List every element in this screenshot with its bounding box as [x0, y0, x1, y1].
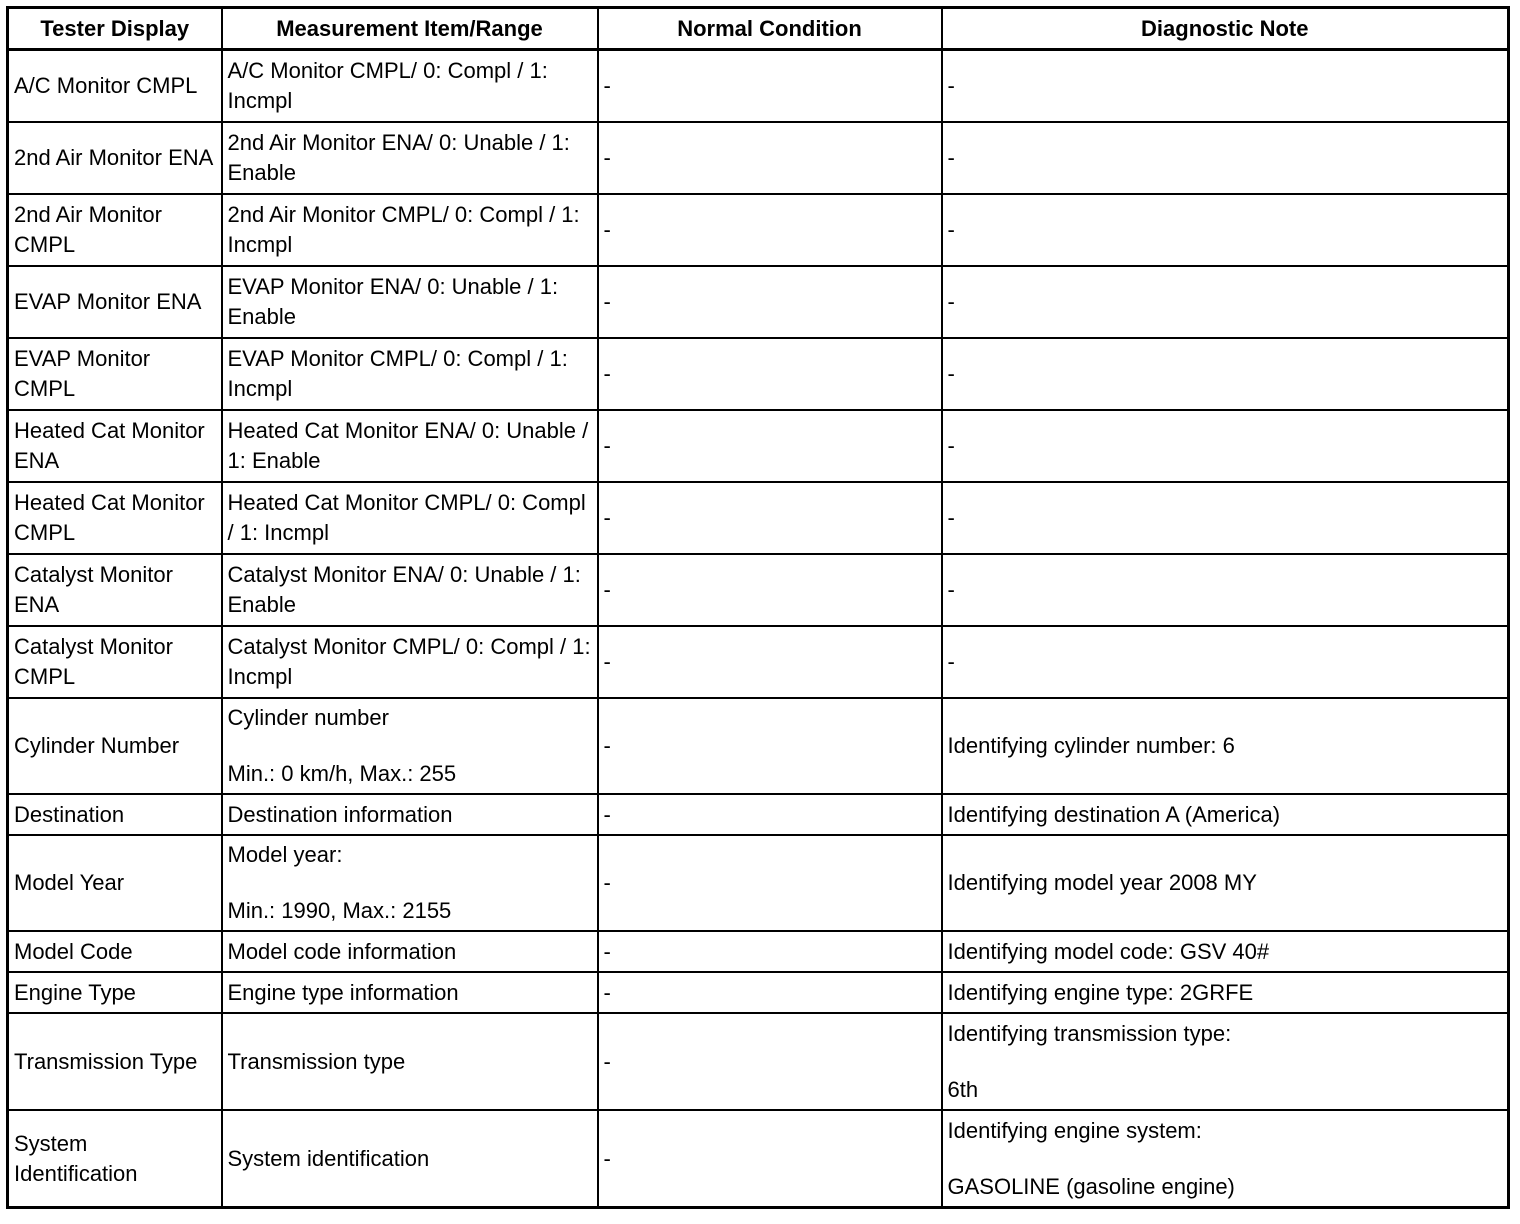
normal-condition-cell: -: [598, 338, 942, 410]
tester-display-cell: Heated Cat Monitor ENA: [8, 410, 222, 482]
table-row: [8, 1013, 1509, 1110]
table-row: [8, 194, 1509, 266]
paragraph-gap: [228, 733, 592, 759]
measurement-cell: EVAP Monitor ENA/ 0: Unable / 1: Enable: [222, 266, 598, 338]
tester-display-cell: Heated Cat Monitor CMPL: [8, 482, 222, 554]
note-line: Identifying transmission type:: [947, 1020, 1232, 1046]
tester-display-cell: EVAP Monitor ENA: [8, 266, 222, 338]
diagnostic-note-cell: Identifying engine type: 2GRFE: [942, 972, 1509, 1013]
measurement-cell: Transmission type: [222, 1013, 598, 1110]
diagnostic-note-cell: -: [942, 482, 1509, 554]
measurement-cell: [222, 698, 598, 794]
diagnostic-note-cell: -: [942, 50, 1509, 123]
measurement-cell: 2nd Air Monitor CMPL/ 0: Compl / 1: Incmpl: [222, 194, 598, 266]
normal-condition-cell: -: [598, 1013, 942, 1110]
tester-display-cell: Engine Type: [8, 972, 222, 1013]
measurement-cell: Model code information: [222, 931, 598, 972]
measurement-cell: Heated Cat Monitor CMPL/ 0: Compl / 1: Incmpl: [222, 482, 598, 554]
normal-condition-cell: -: [598, 835, 942, 931]
measurement-line: Min.: 0 km/h, Max.: 255: [227, 761, 457, 786]
tester-display-cell: 2nd Air Monitor ENA: [8, 122, 222, 194]
table-row: [8, 554, 1509, 626]
table-row: [8, 835, 1509, 931]
diagnostic-note-cell: Identifying model year 2008 MY: [942, 835, 1509, 931]
header-row: [8, 8, 1509, 50]
paragraph-gap: [948, 1146, 1503, 1172]
diagnostic-note-cell: Identifying cylinder number: 6: [942, 698, 1509, 794]
measurement-cell: System identification: [222, 1110, 598, 1208]
normal-condition-cell: -: [598, 50, 942, 123]
measurement-cell: A/C Monitor CMPL/ 0: Compl / 1: Incmpl: [222, 50, 598, 123]
header-tester-display: Tester Display: [8, 8, 222, 50]
paragraph-gap: [948, 1049, 1503, 1075]
diagnostic-note-cell: -: [942, 410, 1509, 482]
tester-display-cell: A/C Monitor CMPL: [8, 50, 222, 123]
normal-condition-cell: -: [598, 1110, 942, 1208]
normal-condition-cell: -: [598, 410, 942, 482]
measurement-cell: Engine type information: [222, 972, 598, 1013]
note-line: GASOLINE (gasoline engine): [947, 1173, 1235, 1199]
diagnostic-note-cell: -: [942, 554, 1509, 626]
table-row: [8, 338, 1509, 410]
tester-display-cell: Model Code: [8, 931, 222, 972]
tester-display-cell: Cylinder Number: [8, 698, 222, 794]
tester-display-cell: Model Year: [8, 835, 222, 931]
diagnostic-note-cell: -: [942, 266, 1509, 338]
tester-display-cell: EVAP Monitor CMPL: [8, 338, 222, 410]
table-row: [8, 698, 1509, 794]
normal-condition-cell: -: [598, 554, 942, 626]
measurement-cell: [222, 835, 598, 931]
measurement-line: Min.: 1990, Max.: 2155: [227, 898, 452, 923]
measurement-cell: Destination information: [222, 794, 598, 835]
table-row: [8, 931, 1509, 972]
header-normal-condition: Normal Condition: [598, 8, 942, 50]
table-row: [8, 50, 1509, 123]
diagnostic-note-cell: -: [942, 122, 1509, 194]
tester-display-cell: 2nd Air Monitor CMPL: [8, 194, 222, 266]
header-diagnostic-note: Diagnostic Note: [942, 8, 1509, 50]
normal-condition-cell: -: [598, 122, 942, 194]
normal-condition-cell: -: [598, 266, 942, 338]
table-row: [8, 1110, 1509, 1208]
table-row: [8, 122, 1509, 194]
normal-condition-cell: -: [598, 972, 942, 1013]
measurement-cell: EVAP Monitor CMPL/ 0: Compl / 1: Incmpl: [222, 338, 598, 410]
normal-condition-cell: -: [598, 698, 942, 794]
measurement-cell: 2nd Air Monitor ENA/ 0: Unable / 1: Enable: [222, 122, 598, 194]
header-measurement-item-range: Measurement Item/Range: [222, 8, 598, 50]
diagnostic-note-cell: Identifying destination A (America): [942, 794, 1509, 835]
table-row: [8, 266, 1509, 338]
tester-display-cell: System Identification: [8, 1110, 222, 1208]
table-row: [8, 794, 1509, 835]
diagnostic-note-cell: -: [942, 194, 1509, 266]
diagnostic-note-cell: [942, 1013, 1509, 1110]
tester-display-cell: Destination: [8, 794, 222, 835]
note-line: Identifying engine system:: [947, 1117, 1202, 1143]
tester-display-cell: Catalyst Monitor ENA: [8, 554, 222, 626]
table-row: [8, 972, 1509, 1013]
normal-condition-cell: -: [598, 482, 942, 554]
table-row: [8, 626, 1509, 698]
tester-display-cell: Transmission Type: [8, 1013, 222, 1110]
table-row: [8, 482, 1509, 554]
normal-condition-cell: -: [598, 794, 942, 835]
measurement-cell: Heated Cat Monitor ENA/ 0: Unable / 1: Enable: [222, 410, 598, 482]
diagnostic-note-cell: [942, 1110, 1509, 1208]
measurement-line: Model year:: [227, 842, 343, 867]
diagnostic-note-cell: Identifying model code: GSV 40#: [942, 931, 1509, 972]
table-row: [8, 410, 1509, 482]
paragraph-gap: [228, 870, 592, 896]
normal-condition-cell: -: [598, 626, 942, 698]
normal-condition-cell: -: [598, 194, 942, 266]
diagnostic-note-cell: -: [942, 338, 1509, 410]
tester-data-table: [6, 6, 1510, 1209]
measurement-line: Cylinder number: [227, 705, 389, 730]
normal-condition-cell: -: [598, 931, 942, 972]
tester-display-cell: Catalyst Monitor CMPL: [8, 626, 222, 698]
note-line: 6th: [947, 1076, 979, 1102]
diagnostic-note-cell: -: [942, 626, 1509, 698]
measurement-cell: Catalyst Monitor ENA/ 0: Unable / 1: Enable: [222, 554, 598, 626]
measurement-cell: Catalyst Monitor CMPL/ 0: Compl / 1: Incmpl: [222, 626, 598, 698]
